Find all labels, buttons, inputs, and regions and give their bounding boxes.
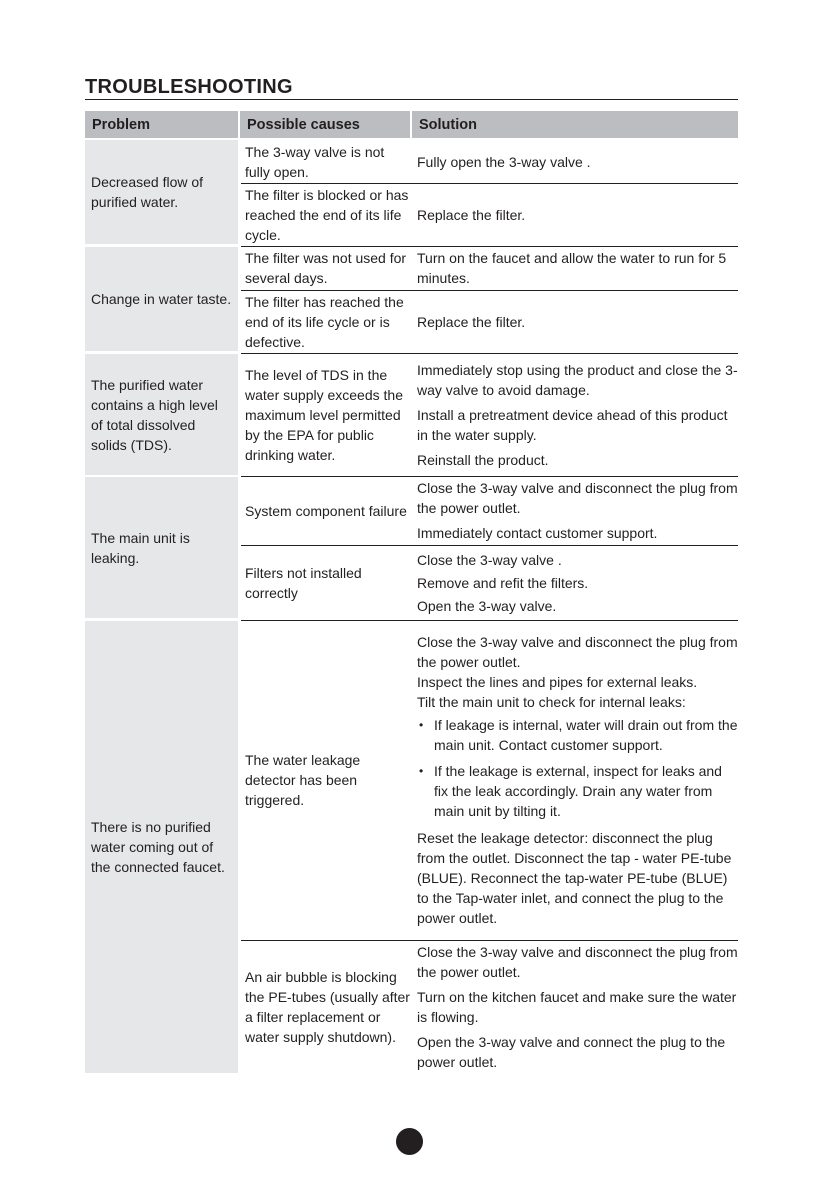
list-item <box>417 761 738 821</box>
cause-text: The 3-way valve is not fully open. <box>245 143 385 180</box>
cause-cell <box>245 291 410 352</box>
cause-cell <box>245 477 410 544</box>
list-item-text: If the leakage is external, inspect for leaks and fix the leak accordingly. Drain any water from main unit by tilting it. <box>434 763 722 819</box>
solution-cell <box>417 291 738 352</box>
cause-cell <box>245 546 410 619</box>
solution-text: Fully open the 3-way valve . <box>417 153 591 170</box>
solution-text: Close the 3-way valve and disconnect the plug from the power outlet. <box>417 634 738 670</box>
header-possible-causes: Possible causes <box>240 111 410 138</box>
solution-cell <box>417 941 738 1073</box>
solution-text: Inspect the lines and pipes for external leaks. <box>417 674 698 690</box>
bullet-icon: • <box>419 718 424 732</box>
cause-cell <box>245 621 410 939</box>
solution-text: Reinstall the product. <box>417 451 549 468</box>
header-problem: Problem <box>85 111 238 138</box>
solution-text: Reset the leakage detector: disconnect the plug from the outlet. Disconnect the tap - water PE-tube (BLUE). Reconnect the tap-water PE-tube (BLUE) to the Tap-water inlet, and connect the plug to the power outlet. <box>417 830 732 926</box>
solution-cell <box>417 184 738 245</box>
title-divider <box>85 99 738 100</box>
problem-cell <box>85 477 238 618</box>
cause-text: Filters not installed correctly <box>245 564 362 601</box>
problem-cell <box>85 247 238 351</box>
cause-text: The water leakage detector has been triggered. <box>245 752 361 808</box>
solution-text: Replace the filter. <box>417 313 526 330</box>
cause-text: The filter was not used for several days. <box>245 249 407 286</box>
solution-text: Open the 3-way valve. <box>417 597 557 614</box>
solution-cell <box>417 354 738 475</box>
solution-text: Turn on the kitchen faucet and make sure the water is flowing. <box>417 989 737 1025</box>
problem-text: There is no purified water coming out of the connected faucet. <box>91 819 225 875</box>
problem-text: Change in water taste. <box>91 291 232 307</box>
problem-text: The main unit is leaking. <box>91 529 190 566</box>
solution-text: Close the 3-way valve and disconnect the plug from the power outlet. <box>417 944 738 980</box>
solution-text: Remove and refit the filters. <box>417 574 589 591</box>
solution-cell <box>417 247 738 288</box>
bullet-list <box>417 715 738 823</box>
solution-cell <box>417 546 738 619</box>
list-item <box>417 715 738 755</box>
solution-text: Replace the filter. <box>417 206 526 223</box>
solution-text: Turn on the faucet and allow the water to run for 5 minutes. <box>417 249 727 286</box>
cause-cell <box>245 354 410 475</box>
problem-cell <box>85 354 238 475</box>
cause-text: An air bubble is blocking the PE-tubes (usually after a filter replacement or water supply shutdown). <box>245 969 410 1045</box>
solution-cell <box>417 141 738 182</box>
solution-cell <box>417 621 738 939</box>
problem-cell <box>85 621 238 1073</box>
page-number-dot <box>396 1128 423 1155</box>
bullet-icon: • <box>419 764 424 778</box>
solution-text: Tilt the main unit to check for internal leaks: <box>417 694 686 710</box>
cause-text: System component failure <box>245 502 407 519</box>
problem-cell <box>85 140 238 244</box>
problem-text: Decreased flow of purified water. <box>91 174 204 210</box>
cause-text: The level of TDS in the water supply exceeds the maximum level permitted by the EPA for public drinking water. <box>245 366 403 463</box>
solution-text: Immediately contact customer support. <box>417 525 658 541</box>
cause-cell <box>245 247 410 288</box>
header-solution: Solution <box>412 111 738 138</box>
solution-cell <box>417 477 738 544</box>
solution-text: Open the 3-way valve and connect the plug to the power outlet. <box>417 1034 726 1070</box>
cause-text: The filter has reached the end of its life cycle or is defective. <box>245 293 404 350</box>
cause-cell <box>245 184 410 245</box>
problem-text: The purified water contains a high level of total dissolved solids (TDS). <box>91 376 218 453</box>
cause-text: The filter is blocked or has reached the end of its life cycle. <box>245 186 409 243</box>
solution-text: Install a pretreatment device ahead of this product in the water supply. <box>417 406 728 443</box>
solution-text: Close the 3-way valve . <box>417 551 562 568</box>
solution-text: Immediately stop using the product and close the 3-way valve to avoid damage. <box>417 361 738 398</box>
list-item-text: If leakage is internal, water will drain out from the main unit. Contact customer support. <box>434 717 738 753</box>
solution-text: Close the 3-way valve and disconnect the plug from the power outlet. <box>417 480 738 516</box>
cause-cell <box>245 141 410 182</box>
cause-cell <box>245 941 410 1073</box>
page-title: TROUBLESHOOTING <box>85 76 293 98</box>
